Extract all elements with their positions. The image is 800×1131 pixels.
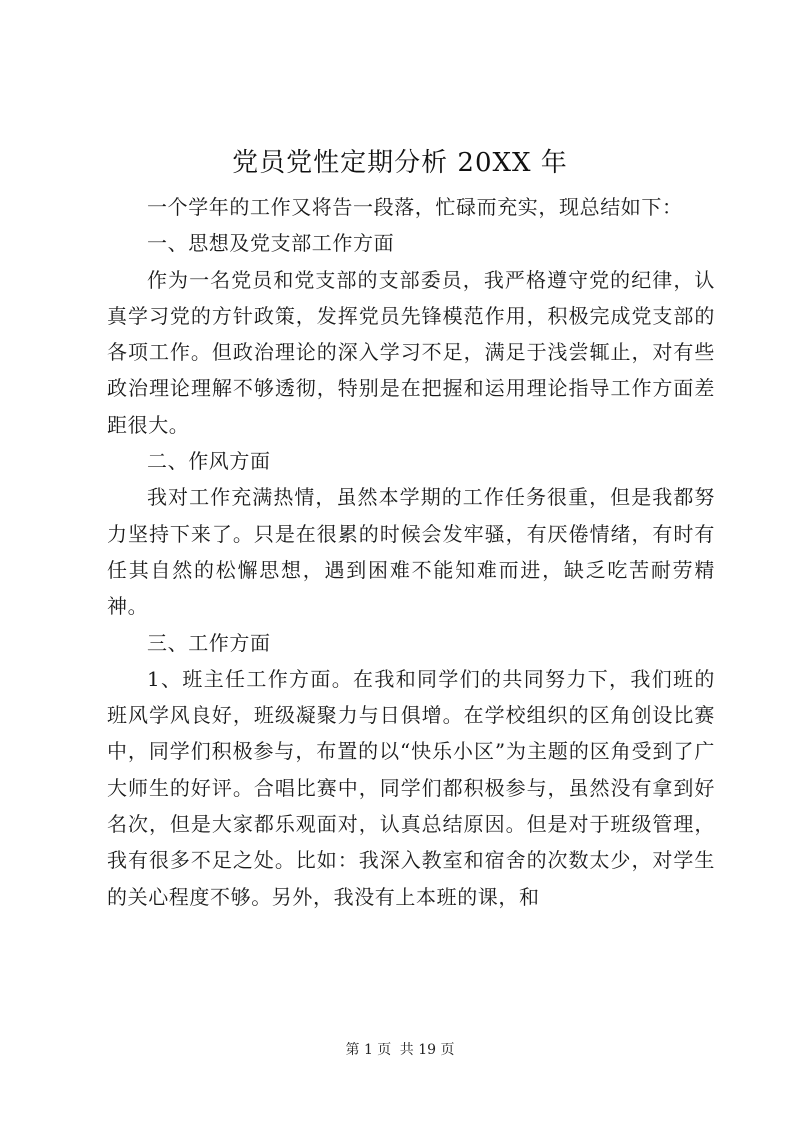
body-paragraph: 作为一名党员和党支部的支部委员，我严格遵守党的纪律，认真学习党的方针政策，发挥党员先锋模范作用，积极完成党支部的各项工作。但政治理论的深入学习不足，满足于浅尝辄止，对有些政治理论理解不够透彻，特别是在把握和运用理论指导工作方面差距很大。 bbox=[107, 267, 715, 437]
page-footer bbox=[0, 1040, 800, 1060]
section-heading-style: 二、作风方面 bbox=[147, 449, 271, 474]
intro-paragraph: 一个学年的工作又将告一段落，忙碌而充实，现总结如下： bbox=[147, 195, 683, 219]
page-number: 第 1 页 bbox=[345, 1042, 392, 1058]
document-body bbox=[107, 189, 715, 915]
body-paragraph: 1、班主任工作方面。在我和同学们的共同努力下，我们班的班风学风良好，班级凝聚力与日俱增。在学校组织的区角创设比赛中，同学们积极参与，布置的以“快乐小区”为主题的区角受到了广大师生的好评。合唱比赛中，同学们都积极参与，虽然没有拿到好名次，但是大家都乐观面对，认真总结原因。但是对于班级管理，我有很多不足之处。比如：我深入教室和宿舍的次数太少，对学生的关心程度不够。另外，我没有上本班的课，和 bbox=[107, 666, 715, 909]
document-title: 党员党性定期分析 20XX 年 bbox=[232, 148, 568, 178]
body-paragraph: 我对工作充满热情，虽然本学期的工作任务很重，但是我都努力坚持下来了。只是在很累的时候会发牢骚，有厌倦情绪，有时有任其自然的松懈思想，遇到困难不能知难而进，缺乏吃苦耐劳精神。 bbox=[107, 485, 715, 619]
section-heading-work: 三、工作方面 bbox=[147, 630, 271, 655]
page-total: 共 19 页 bbox=[399, 1042, 455, 1058]
section-heading-thought: 一、思想及党支部工作方面 bbox=[147, 231, 395, 256]
